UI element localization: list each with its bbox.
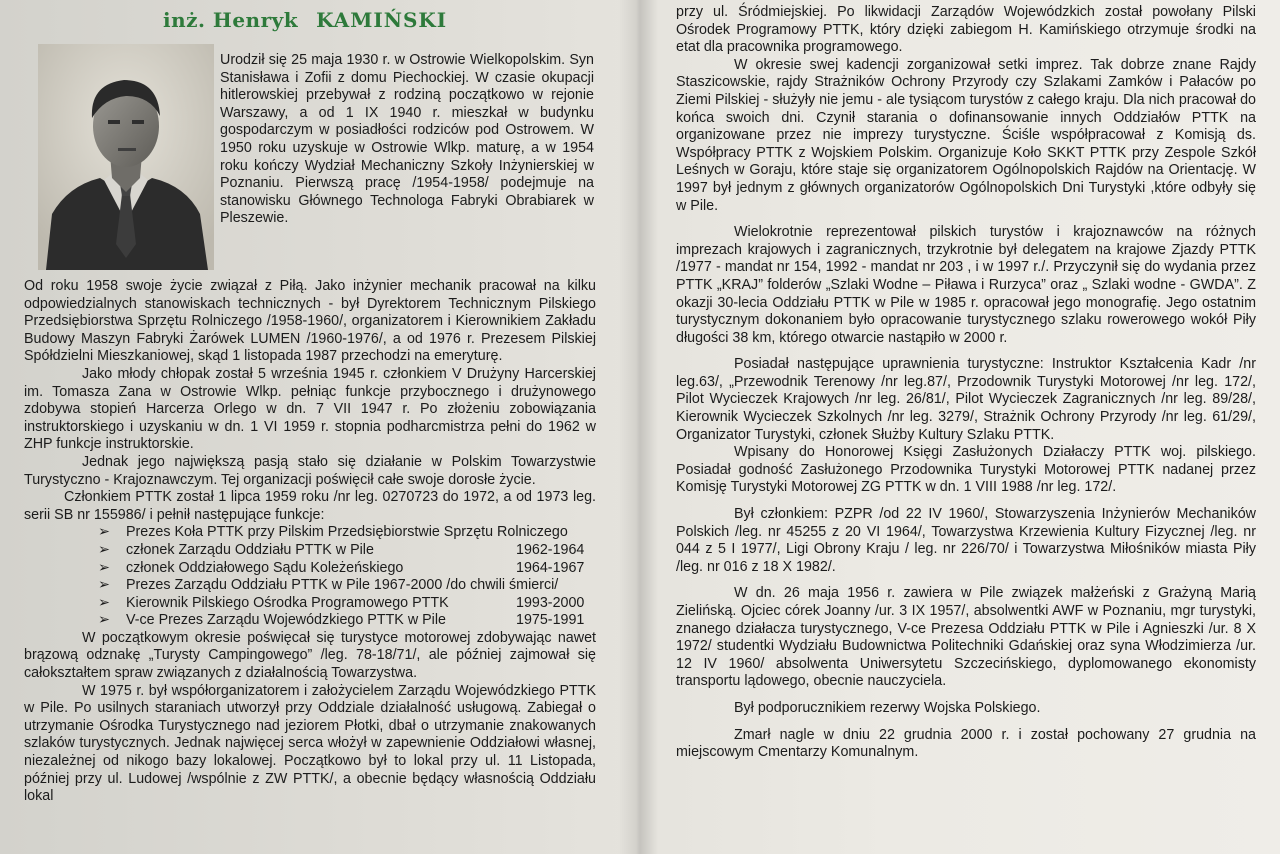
arrow-bullet-icon: ➢ [98, 524, 110, 541]
list-item: ➢ Prezes Zarządu Oddziału PTTK w Pile 1967-2000 /do chwili śmierci/ [98, 577, 559, 594]
paragraph-events: W okresie swej kadencji zorganizował setki imprez. Tak dobrze znane Rajdy Staszicowskie, rajdy Strażników Ochrony Przyrody czy Szlakami Zamków i Pałaców po Ziemi Pilskiej - służyły nie jemu - ale tysiącom turystów z całego kraju. Dla nich pracował do końca swoich dni. Czynił starania o dofinansowanie innych Oddziałów PTTK na organizowane przez nie imprezy turystyczne. Ściśle współpracował z Komisją ds. Współpracy PTTK z Wojskiem Polskim. Organizuje Koło SKKT PTTK przy Zespole Szkół Leśnych w Goraju, które staje się organizatorem Ogólnopolskich Rajdów na Orientację. W 1997 był jednym z głównych organizatorów Ogólnopolskich Dni Turystyki ,które odbyły się w Pile. [676, 56, 1256, 214]
arrow-bullet-icon: ➢ [98, 559, 110, 576]
arrow-bullet-icon: ➢ [98, 594, 110, 611]
page-gutter [618, 0, 658, 854]
arrow-bullet-icon: ➢ [98, 541, 110, 558]
list-item: ➢ członek Zarządu Oddziału PTTK w Pile 1962-1964 [98, 541, 585, 558]
paragraph-family: W dn. 26 maja 1956 r. zawiera w Pile związek małżeński z Grażyną Marią Zielińską. Ojciec córek Joanny /ur. 3 IX 1957/, absolwentki AWF w Poznaniu, mgr turystyki, znanego działacza turystycznego, V-ce Prezesa Oddziału PTTK w Pile i Agnieszki /ur. 8 X 1972/ studentki Wydziału Budownictwa Politechniki Gdańskiej oraz syna Włodzimierza /ur. 12 IV 1960/ absolwenta Uniwersytetu Szczecińskiego, dyplomowanego ekonomisty transportu lądowego, obecnie nauczyciela. [676, 585, 1256, 690]
paragraph-regional-board: W 1975 r. był współorganizatorem i założycielem Zarządu Wojewódzkiego PTTK w Pile. Po usilnych staraniach utworzył przy Oddziale działalność usługową. Zabiegał o utrzymanie Ośrodka Turystycznego nad jeziorem Płotki, dbał o utrzymanie znakowanych szlaków turystycznych. Jednak najwięcej serca włożył w zapewnienie Oddziałowi własnej, niezależnej od nikogo bazy lokalowej. Początkowo był to lokal przy ul. 11 Listopada, później przy ul. Ludowej /wspólnie z ZW PTTK/, a obecnie będący własnością Oddziału lokal [24, 682, 596, 805]
portrait-image [38, 44, 214, 270]
page-title [163, 8, 447, 32]
paragraph-pttk-passion: Jednak jego największą pasją stało się działanie w Polskim Towarzystwie Turystyczno - Krajoznawczym. Tej organizacji poświęcił całe swoje dorosłe życie. [24, 453, 596, 488]
list-item: ➢ Prezes Koła PTTK przy Pilskim Przedsiębiorstwie Sprzętu Rolniczego [98, 524, 568, 541]
paragraph-srodmiejska: przy ul. Śródmiejskiej. Po likwidacji Zarządów Wojewódzkich został powołany Pilski Ośrodek Programowy PTTK, który dzięki zabiegom H. Kamińskiego otrzymuje środki na etat dla pracownika programowego. [676, 4, 1256, 56]
intro-paragraph: Urodził się 25 maja 1930 r. w Ostrowie Wielkopolskim. Syn Stanisława i Zofii z domu Piechockiej. W czasie okupacji hitlerowskiej przebywał z rodziną początkowo w rejonie Warszawy, a od 1 IX 1940 r. mieszkał w budynku gospodarczym w posiadłości rodziców pod Ostrowem. W 1950 roku uzyskuje w Ostrowie Wlkp. maturę, a w 1954 roku kończy Wydział Mechaniczny Szkoły Inżynierskiej w Poznaniu. Pierwszą pracę /1954-1958/ podejmuje na stanowisku Głównego Technologa Fabryki Obrabiarek w Pleszewie. [220, 52, 594, 227]
title-prefix: inż. Henryk [163, 8, 299, 32]
title-surname: KAMIŃSKI [316, 8, 448, 32]
portrait-photo [38, 44, 214, 270]
list-item: ➢ V-ce Prezes Zarządu Wojewódzkiego PTTK w Pile 1975-1991 [98, 612, 585, 629]
arrow-bullet-icon: ➢ [98, 577, 110, 594]
paragraph-honours: Wpisany do Honorowej Księgi Zasłużonych Działaczy PTTK woj. pilskiego. Posiadał godność Zasłużonego Przodownika Turystyki Motorowej PTTK nadanej przez Komisję Turystyki Motorowej ZG PTTK w dn. 1 VIII 1988 /nr leg. 172/. [676, 444, 1256, 496]
left-column-text [24, 278, 596, 806]
paragraph-pttk-membership: Członkiem PTTK został 1 lipca 1959 roku /nr leg. 0270723 do 1972, a od 1973 leg. serii SB nr 155986/ i pełnił następujące funkcje: [24, 489, 596, 523]
paragraph-qualifications: Posiadał następujące uprawnienia turystyczne: Instruktor Kształcenia Kadr /nr leg.63/, „Przewodnik Terenowy /nr leg.87/, Przodownik Turystyki Motorowej /nr leg. 172/, Pilot Wycieczek Krajowych /nr leg. 26/81/, Pilot Wycieczek Zagranicznych /nr leg. 89/28/, Kierownik Wycieczek Szkolnych /nr leg. 3279/, Strażnik Ochrony Przyrody /nr leg. 61/29/, Organizator Turystyki, członek Służby Kultury Szlaku PTTK. [676, 356, 1256, 443]
paragraph-career: Od roku 1958 swoje życie związał z Piłą. Jako inżynier mechanik pracował na kilku odpowiedzialnych stanowiskach technicznych - był Dyrektorem Technicznym Pilskiego Przedsiębiorstwa Sprzętu Rolniczego /1958-1960/, organizatorem i Kierownikiem Zakładu Budowy Maszyn Fabryki Żarówek LUMEN /1960-1976/, a od 1976 r. Prezesem Pilskiej Spółdzielni Mieszkaniowej, skąd 1 listopada 1987 przechodzi na emeryturę. [24, 278, 596, 365]
arrow-bullet-icon: ➢ [98, 612, 110, 629]
paragraph-scouting: Jako młody chłopak został 5 września 1945 r. członkiem V Drużyny Harcerskiej im. Tomasza Zana w Ostrowie Wlkp. pełniąc funkcje przybocznego i drużynowego zdobywa stopień Harcerza Orlego w dn. 7 VII 1947 r. Po złożeniu zobowiązania instruktorskiego i uzyskaniu w dn. 1 VI 1959 r. stopnia podharcmistrza pełni do 1962 w ZHP funkcje instruktorskie. [24, 365, 596, 453]
paragraph-motor-tourism: W początkowym okresie poświęcał się turystyce motorowej zdobywając nawet brązową odznakę „Turysty Campingowego” /leg. 78-18/71/, ale później zajmował się całokształtem spraw związanych z działalnością Towarzystwa. [24, 629, 596, 682]
paragraph-memberships: Był członkiem: PZPR /od 22 IV 1960/, Stowarzyszenia Inżynierów Mechaników Polskich /leg. nr 45255 z 20 VI 1964/, Towarzystwa Krzewienia Kultury Fizycznej /leg. nr 044 z 5 I 1977/, Ligi Obrony Kraju / leg. nr 226/70/ i Towarzystwa Miłośników miasta Piły /leg. nr 016 z 18 X 1982/. [676, 506, 1256, 575]
paragraph-military: Był podporucznikiem rezerwy Wojska Polskiego. [734, 699, 1041, 716]
list-item: ➢ Kierownik Pilskiego Ośrodka Programowego PTTK 1993-2000 [98, 594, 585, 611]
paragraph-death: Zmarł nagle w dniu 22 grudnia 2000 r. i został pochowany 27 grudnia na miejscowym Cmentarzy Komunalnym. [676, 726, 1256, 761]
functions-list [24, 524, 596, 630]
list-item: ➢ członek Oddziałowego Sądu Koleżeńskiego 1964-1967 [98, 559, 585, 576]
bio-intro [220, 52, 594, 228]
right-column-text [676, 4, 1256, 762]
paragraph-representation: Wielokrotnie reprezentował pilskich turystów i krajoznawców na różnych imprezach krajowych i zagranicznych, trzykrotnie był delegatem na krajowe Zjazdy PTTK /1977 - mandat nr 154, 1992 - mandat nr 203 , i w 1997 r./. Przyczynił się do wydania przez PTTK „KRAJ” folderów „Szlaki Wodne – Piława i Rurzyca” oraz „ Szlaki wodne - GWDA”. Z okazji 30-lecia Oddziału PTTK w Pile w 1985 r. opracował jego monografię. Jego ostatnim turystycznym dokonaniem było opracowanie turystycznego szlaku rowerowego wokół Piły długości 38 km, którego otwarcie nastąpiło w 2000 r. [676, 224, 1256, 346]
